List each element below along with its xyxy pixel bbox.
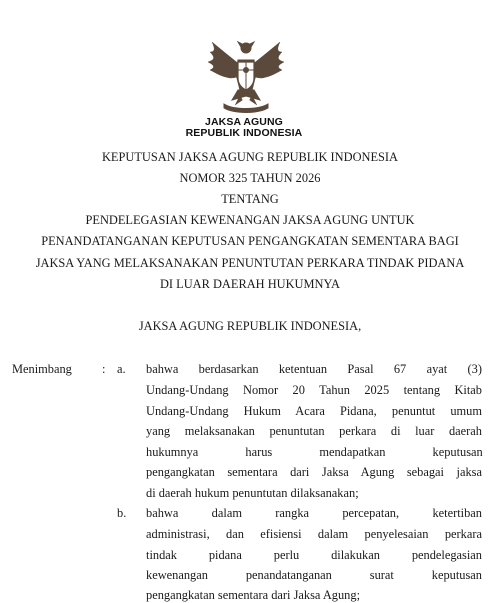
item-b-line: pengangkatan sementara dari Jaksa Agung; — [146, 588, 361, 602]
item-b-line: tindak pidana perlu dilakukan pendelegasian — [146, 548, 482, 562]
issuer-line: JAKSA AGUNG REPUBLIK INDONESIA, — [138, 319, 362, 333]
item-a-line: hukumnya harus mendapatkan keputusan — [146, 445, 483, 459]
item-b-line: administrasi, dan efisiensi dalam penyelesaian perkara — [146, 527, 482, 541]
item-a-marker: a. — [117, 362, 126, 376]
decree-number: NOMOR 325 TAHUN 2026 — [179, 171, 321, 185]
decree-subject-line: DI LUAR DAERAH HUKUMNYA — [159, 277, 340, 291]
item-a-line: Undang-Undang Nomor 20 Tahun 2025 tentang Kitab — [146, 383, 482, 397]
item-a-line: Undang-Undang Hukum Acara Pidana, penuntut umum — [146, 404, 482, 418]
considering-label: Menimbang — [12, 362, 72, 376]
decree-subject-line: PENANDATANGANAN KEPUTUSAN PENGANGKATAN SEMENTARA BAGI — [41, 234, 459, 248]
decree-about: TENTANG — [221, 192, 279, 206]
item-a-line: di daerah hukum penuntutan dilaksanakan; — [146, 486, 359, 500]
org-name-line1: JAKSA AGUNG — [205, 116, 283, 128]
item-b-line: bahwa dalam rangka percepatan, ketertiban — [146, 506, 482, 520]
considering-colon: : — [102, 362, 106, 376]
decree-subject-line: JAKSA YANG MELAKSANAKAN PENUNTUTAN PERKARA TINDAK PIDANA — [35, 256, 465, 270]
item-a-line: bahwa berdasarkan ketentuan Pasal 67 ayat (3) — [146, 362, 482, 376]
item-a-line: yang melaksanakan penuntutan perkara di luar daerah — [146, 424, 482, 438]
decree-title: KEPUTUSAN JAKSA AGUNG REPUBLIK INDONESIA — [101, 150, 398, 164]
item-b-line: kewenangan penandatanganan surat keputusan — [146, 568, 482, 582]
item-b-marker: b. — [117, 506, 127, 520]
org-name-line2: REPUBLIK INDONESIA — [185, 127, 303, 139]
item-a-line: pengangkatan sementara dari Jaksa Agung sebagai jaksa — [146, 465, 482, 479]
garuda-emblem-icon — [204, 38, 288, 116]
decree-subject-line: PENDELEGASIAN KEWENANGAN JAKSA AGUNG UNTUK — [85, 213, 415, 227]
